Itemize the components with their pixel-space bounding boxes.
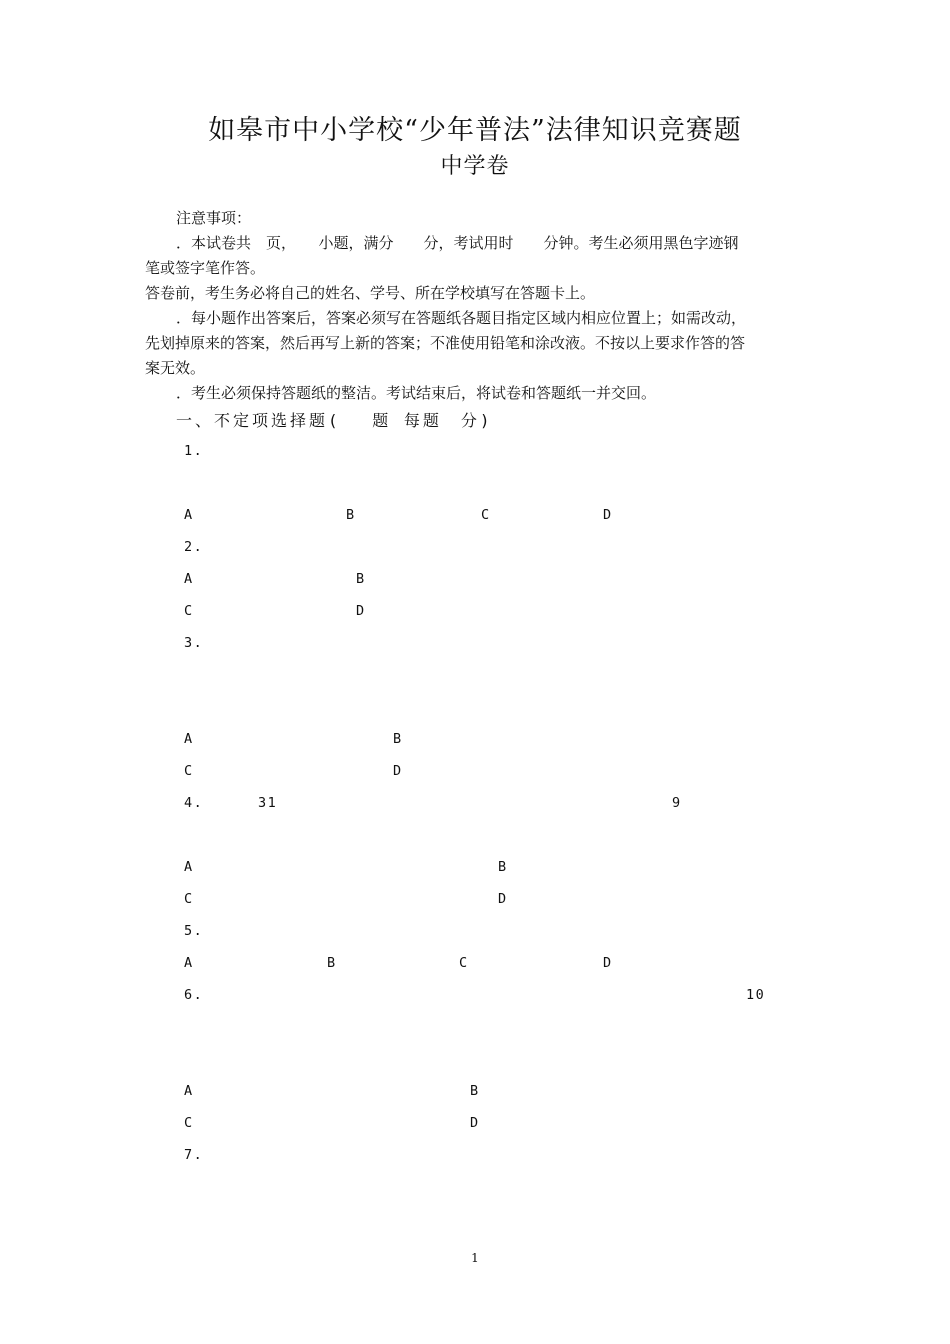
question-4-option-b: B (498, 859, 508, 875)
question-3-option-d: D (393, 763, 403, 779)
note-1-line-2: 笔或签字笔作答。 (145, 259, 266, 277)
note-1-line-1: ．本试卷共 页， 小题，满分 分，考试用时 分钟。考生必须用黑色字迹钢 (176, 234, 739, 252)
question-2-line-1: 2. (184, 539, 204, 555)
question-1-option-a: A (184, 507, 194, 523)
page-subtitle: 中学卷 (440, 154, 510, 179)
question-3-option-c: C (184, 763, 194, 779)
question-4-text-fragment: 9 (672, 795, 682, 811)
question-7-line-1: 7. (184, 1147, 204, 1163)
question-6-line-1: 6. (184, 987, 204, 1003)
question-2-option-b: B (356, 571, 366, 587)
question-4-option-a: A (184, 859, 194, 875)
question-4-text-fragment: 31 (258, 795, 278, 811)
note-4: ．考生必须保持答题纸的整洁。考试结束后，将试卷和答题纸一并交回。 (176, 384, 657, 402)
question-6-option-a: A (184, 1083, 194, 1099)
question-3-line-1: 3. (184, 635, 204, 651)
page-title: 如皋市中小学校“少年普法”法律知识竞赛题 (208, 115, 742, 146)
question-6-text-fragment: 10 (746, 987, 766, 1003)
notes-heading: 注意事项： (176, 209, 252, 227)
question-1-line-1: 1. (184, 443, 204, 459)
question-4-line-1: 4. (184, 795, 204, 811)
question-3-option-b: B (393, 731, 403, 747)
note-3-line-3: 案无效。 (145, 359, 206, 377)
question-4-option-c: C (184, 891, 194, 907)
note-3-line-1: ．每小题作出答案后，答案必须写在答题纸各题目指定区域内相应位置上；如需改动， (176, 309, 747, 327)
note-3-line-2: 先划掉原来的答案，然后再写上新的答案；不准使用铅笔和涂改液。不按以上要求作答的答 (145, 334, 746, 352)
question-1-option-d: D (603, 507, 613, 523)
question-5-line-1: 5. (184, 923, 204, 939)
question-3-option-a: A (184, 731, 194, 747)
question-4-option-d: D (498, 891, 508, 907)
question-1-option-c: C (481, 507, 491, 523)
page-number: 1 (471, 1251, 479, 1265)
question-6-option-d: D (470, 1115, 480, 1131)
question-2-option-a: A (184, 571, 194, 587)
question-5-option-d: D (603, 955, 613, 971)
question-6-option-b: B (470, 1083, 480, 1099)
question-2-option-d: D (356, 603, 366, 619)
question-1-option-b: B (346, 507, 356, 523)
question-5-option-c: C (459, 955, 469, 971)
question-6-option-c: C (184, 1115, 194, 1131)
question-5-option-a: A (184, 955, 194, 971)
note-2: 答卷前，考生务必将自己的姓名、学号、所在学校填写在答题卡上。 (145, 284, 596, 302)
question-2-option-c: C (184, 603, 194, 619)
question-7-answer-slot (145, 1179, 160, 1199)
question-5-option-b: B (327, 955, 337, 971)
section-heading: 一、不定项选择题( 题 每题 分) (176, 411, 493, 430)
